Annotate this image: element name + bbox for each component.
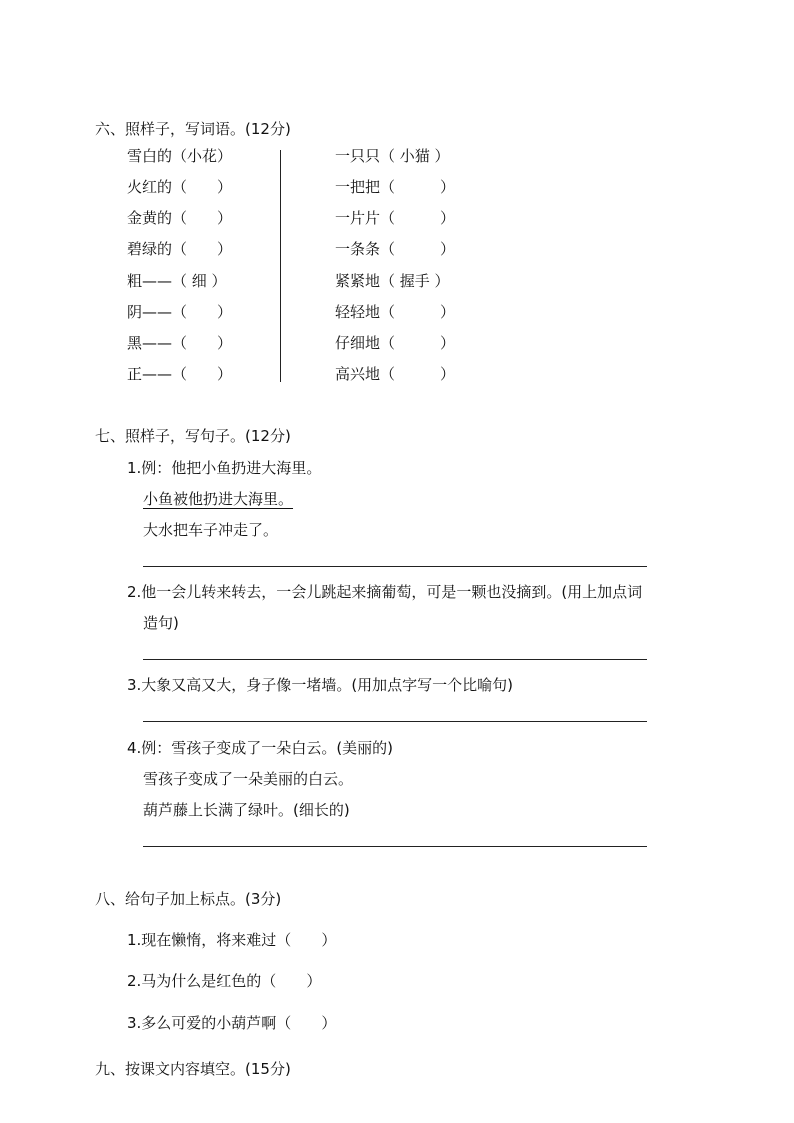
q2-text-cont: 造句) [143, 614, 179, 632]
word-item-left: 粗——（ 细 ） [127, 272, 227, 290]
q4-task: 葫芦藤上长满了绿叶。(细长的) [143, 801, 350, 819]
q3-text: 3.大象又高又大，身子像一堵墙。(用加点字写一个比喻句) [127, 676, 514, 694]
word-item-right: 一片片（ ） [335, 209, 456, 227]
word-item-left: 雪白的（小花） [127, 147, 233, 165]
word-item-right: 高兴地（ ） [335, 365, 456, 383]
column-divider [280, 150, 281, 382]
answer-line[interactable] [143, 721, 647, 722]
section6-heading: 六、照样子，写词语。(12分) [95, 120, 291, 138]
q4-example: 4.例：雪孩子变成了一朵白云。(美丽的) [127, 739, 394, 757]
answer-line[interactable] [143, 659, 647, 660]
word-item-left: 阴——（ ） [127, 303, 233, 321]
q2-text: 2.他一会儿转来转去，一会儿跳起来摘葡萄，可是一颗也没摘到。(用上加点词 [127, 583, 643, 601]
section9-heading: 九、按课文内容填空。(15分) [95, 1060, 291, 1078]
word-item-right: 轻轻地（ ） [335, 303, 456, 321]
q1-example: 1.例：他把小鱼扔进大海里。 [127, 459, 322, 477]
answer-line[interactable] [143, 846, 647, 847]
word-item-right: 一把把（ ） [335, 178, 456, 196]
q4-example-answer: 雪孩子变成了一朵美丽的白云。 [143, 770, 354, 788]
word-item-left: 金黄的（ ） [127, 209, 233, 227]
word-item-right: 紧紧地（ 握手 ） [335, 272, 450, 290]
word-item-left: 黑——（ ） [127, 334, 233, 352]
answer-line[interactable] [143, 566, 647, 567]
punctuation-item: 3.多么可爱的小葫芦啊（ ） [127, 1014, 337, 1032]
word-item-right: 一只只（ 小猫 ） [335, 147, 450, 165]
section7-heading: 七、照样子，写句子。(12分) [95, 427, 291, 445]
word-item-right: 仔细地（ ） [335, 334, 456, 352]
word-item-right: 一条条（ ） [335, 240, 456, 258]
word-item-left: 碧绿的（ ） [127, 240, 233, 258]
word-item-left: 火红的（ ） [127, 178, 233, 196]
q1-example-answer: 小鱼被他扔进大海里。 [143, 490, 294, 508]
section8-heading: 八、给句子加上标点。(3分) [95, 890, 282, 908]
punctuation-item: 2.马为什么是红色的（ ） [127, 972, 322, 990]
q1-task: 大水把车子冲走了。 [143, 521, 279, 539]
punctuation-item: 1.现在懒惰，将来难过（ ） [127, 931, 337, 949]
word-item-left: 正——（ ） [127, 365, 233, 383]
